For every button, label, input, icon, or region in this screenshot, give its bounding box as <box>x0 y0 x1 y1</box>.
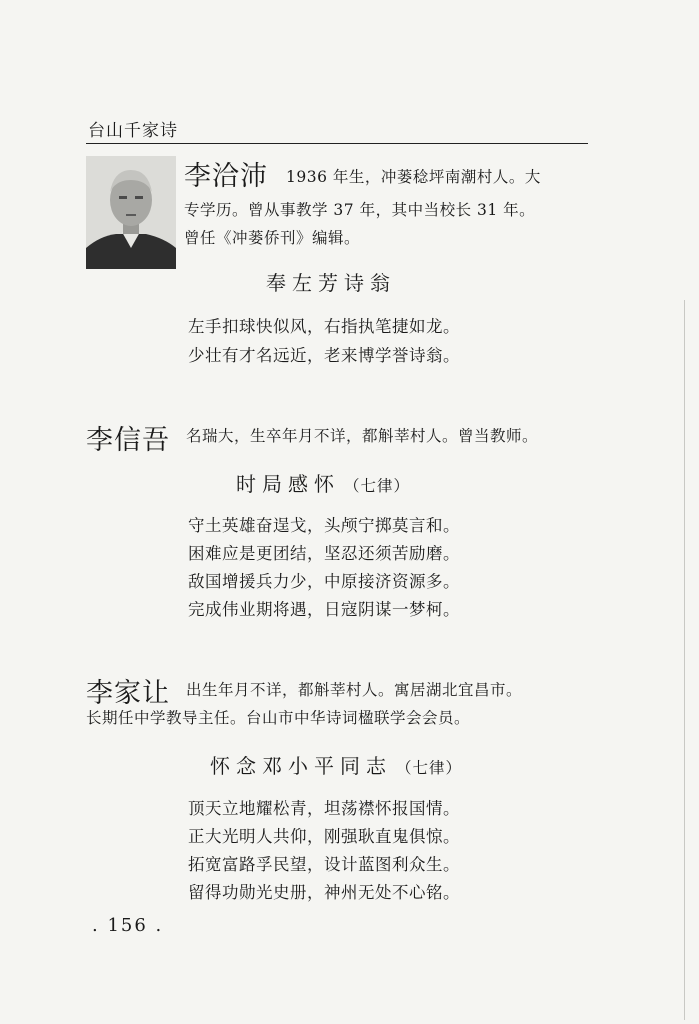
poem-verse-line: 顶天立地耀松青，坦荡襟怀报国情。 <box>188 799 460 818</box>
author-bio-line: 长期任中学教导主任。台山市中华诗词楹联学会会员。 <box>86 709 471 727</box>
running-head: 台山千家诗 <box>88 121 178 141</box>
poem-verse-line: 敌国增援兵力少，中原接济资源多。 <box>188 572 460 591</box>
author-bio-line: 出生年月不详，都斛莘村人。寓居湖北宜昌市。 <box>186 681 523 699</box>
poem-title-text: 时局感怀 <box>236 472 340 496</box>
author-bio-line: 名瑞大，生卒年月不详，都斛莘村人。曾当教师。 <box>186 427 539 445</box>
poem-verse-line: 左手扣球快似风，右指执笔捷如龙。 <box>188 317 460 336</box>
poem-verse-line: 留得功勋光史册，神州无处不心铭。 <box>188 883 460 902</box>
poem-verse-line: 完成伟业期将遇，日寇阴谋一梦柯。 <box>188 600 460 619</box>
poem-title-text: 奉左芳诗翁 <box>266 271 396 295</box>
author-bio-line: 专学历。曾从事教学 37 年，其中当校长 31 年。 <box>184 201 536 219</box>
page-number: . 156 . <box>92 915 164 936</box>
poem-verse-line: 守土英雄奋逞戈，头颅宁掷莫言和。 <box>188 516 460 535</box>
header-rule <box>86 143 588 144</box>
author-portrait-photo <box>86 156 176 269</box>
poem-form: （七律） <box>396 759 463 777</box>
poem-verse-line: 正大光明人共仰，刚强耿直鬼俱惊。 <box>188 827 460 846</box>
poem-title <box>266 267 400 296</box>
poem-title <box>210 750 462 779</box>
author-bio-line: 曾任《冲蒌侨刊》编辑。 <box>184 229 361 247</box>
author-name: 李洽沛 <box>184 161 268 192</box>
poem-title-text: 怀念邓小平同志 <box>210 754 392 778</box>
portrait-image <box>86 156 176 269</box>
binding-edge-line <box>684 300 685 1020</box>
poem-title <box>236 468 410 497</box>
author-name: 李信吾 <box>86 425 170 456</box>
author-bio-line: 1936 年生，冲蒌稔坪南潮村人。大 <box>286 168 541 186</box>
poem-verse-line: 少壮有才名远近，老来博学誉诗翁。 <box>188 346 460 365</box>
poem-verse-line: 拓宽富路孚民望，设计蓝图利众生。 <box>188 855 460 874</box>
author-name: 李家让 <box>86 678 170 709</box>
poem-verse-line: 困难应是更团结，坚忍还须苦励磨。 <box>188 544 460 563</box>
poem-form: （七律） <box>344 477 411 495</box>
